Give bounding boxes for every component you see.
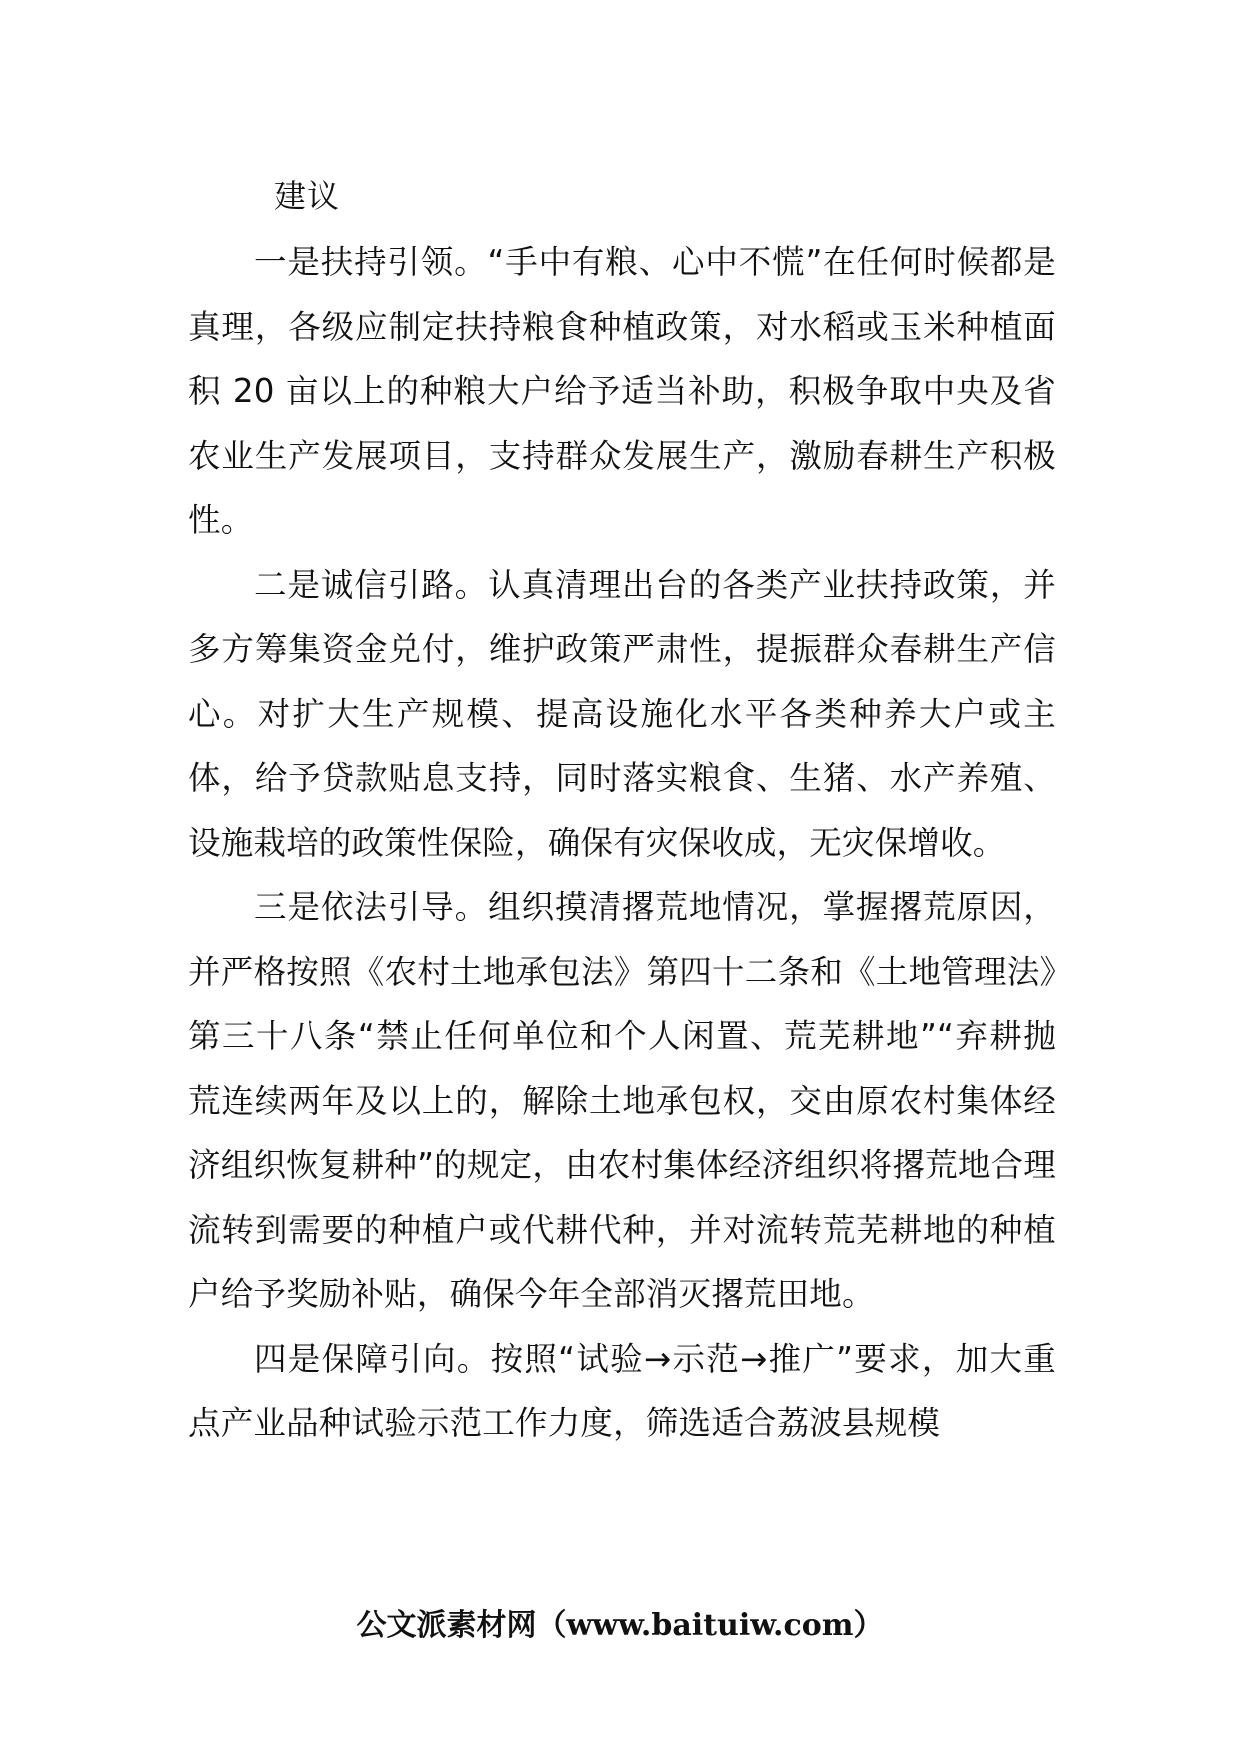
page-footer-watermark: 公文派素材网（www.baituiw.com）: [356, 1608, 884, 1643]
paragraph-support-guidance: 一是扶持引领。“手中有粮、心中不慌”在任何时候都是真理，各级应制定扶持粮食种植政策，对水稻或玉米种植面积 20 亩以上的种粮大户给予适当补助，积极争取中央及省农业生产发展项目，支持群众发展生产，激励春耕生产积极性。: [188, 243, 1056, 539]
paragraph-guarantee-direction: 四是保障引向。按照“试验→示范→推广”要求，加大重点产业品种试验示范工作力度，筛选适合荔波县规模: [188, 1339, 1056, 1442]
paragraph-integrity-path: 二是诚信引路。认真清理出台的各类产业扶持政策，并多方筹集资金兑付，维护政策严肃性，提振群众春耕生产信心。对扩大生产规模、提高设施化水平各类种养大户或主体，给予贷款贴息支持，同时落实粮食、生猪、水产养殖、设施栽培的政策性保险，确保有灾保收成，无灾保增收。: [188, 565, 1056, 862]
document-body: [188, 230, 1056, 1456]
section-heading: 建议: [274, 177, 341, 215]
paragraph-legal-guidance: 三是依法引导。组织摸清撂荒地情况，掌握撂荒原因，并严格按照《农村土地承包法》第四十二条和《土地管理法》第三十八条“禁止任何单位和个人闲置、荒芜耕地”“弃耕抛荒连续两年及以上的，解除土地承包权，交由原农村集体经济组织恢复耕种”的规定，由农村集体经济组织将撂荒地合理流转到需要的种植户或代耕代种，并对流转荒芜耕地的种植户给予奖励补贴，确保今年全部消灭撂荒田地。: [188, 888, 1056, 1313]
